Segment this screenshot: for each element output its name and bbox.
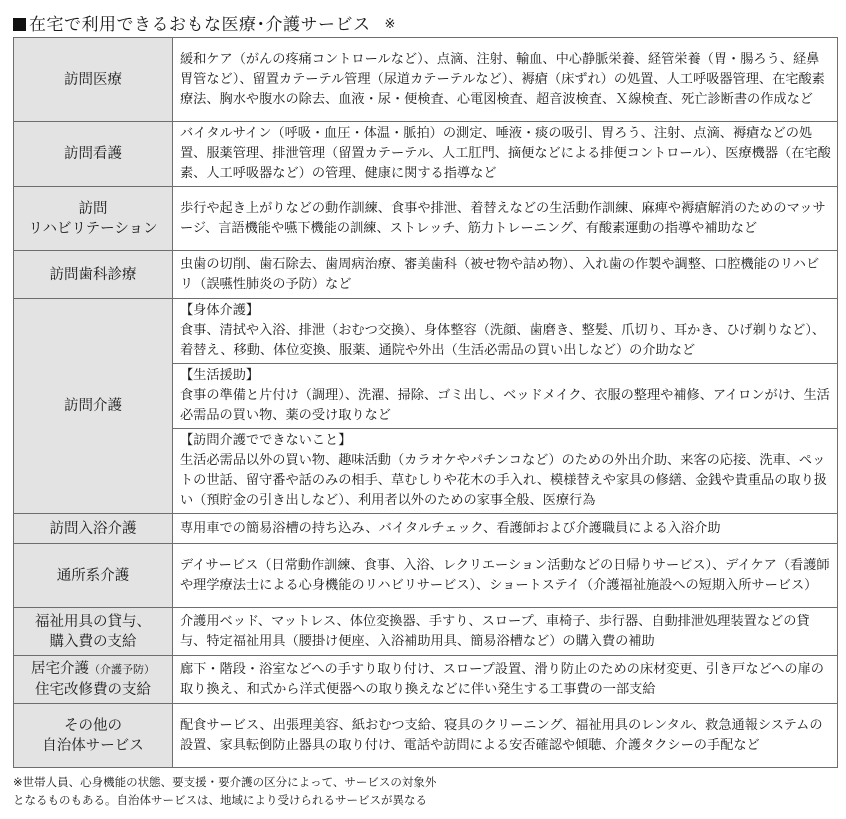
row-header — [14, 704, 173, 768]
subsection-heading: 【訪問介護でできないこと】 — [180, 433, 352, 448]
row-content: 配食サービス、出張理美容、紙おむつ支給、寝具のクリーニング、福祉用具のレンタル、救急通報システムの設置、家具転倒防止器具の取り付け、電話や訪問による安否確認や傾聴、介護タクシーの手配など — [173, 704, 838, 768]
table-row — [14, 38, 838, 122]
row-content: 緩和ケア（がんの疼痛コントロールなど）、点滴、注射、輸血、中心静脈栄養、経管栄養（胃・腸ろう、経鼻胃管など）、留置カテーテル管理（尿道カテーテルなど）、褥瘡（床ずれ）の処置、人工呼吸器管理、在宅酸素療法、胸水や腹水の除去、血液・尿・便検査、心電図検査、超音波検査、Ｘ線検査、死亡診断書の作成など — [173, 38, 838, 122]
row-header-line: その他の — [64, 717, 122, 734]
footnote-line: ※世帯人員、心身機能の状態、要支援・要介護の区分によって、サービスの対象外 — [13, 775, 437, 789]
subsection — [173, 299, 837, 364]
subsection-text: 食事、清拭や入浴、排泄（おむつ交換）、身体整容（洗顔、歯磨き、整髪、爪切り、耳かき、ひげ剃りなど）、着替え、移動、体位変換、服薬、通院や外出（生活必需品の買い出しなど）の介助など — [180, 323, 826, 358]
title-note-mark: ※ — [384, 17, 396, 32]
services-table — [13, 37, 838, 768]
row-content: 廊下・階段・浴室などへの手すり取り付け、スロープ設置、滑り防止のための床材変更、引き戸などへの扉の取り換え、和式から洋式便器への取り換えなどに伴い発生する工事費の一部支給 — [173, 656, 838, 704]
table-row — [14, 187, 838, 251]
row-header — [14, 656, 173, 704]
row-header-line: 訪問 — [78, 200, 108, 217]
subsection-text: 食事の準備と片付け（調理）、洗濯、掃除、ゴミ出し、ベッドメイク、衣服の整理や補修、アイロンがけ、生活必需品の買い物、薬の受け取りなど — [180, 388, 830, 423]
subsection — [173, 364, 837, 429]
square-bullet-icon — [13, 18, 26, 31]
row-content: バイタルサイン（呼吸・血圧・体温・脈拍）の測定、唾液・痰の吸引、胃ろう、注射、点滴、褥瘡などの処置、服薬管理、排泄管理（留置カテーテル、人工肛門、摘便などによる排便コントロール）、医療機器（在宅酸素、人工呼吸器など）の管理、健康に関する指導など — [173, 122, 838, 187]
row-header: 訪問看護 — [14, 122, 173, 187]
subsection-heading: 【生活援助】 — [180, 368, 260, 383]
row-content: デイサービス（日常動作訓練、食事、入浴、レクリエーション活動などの日帰りサービス）、デイケア（看護師や理学療法士による心身機能のリハビリサービス）、ショートステイ（介護福祉施設への短期入所サービス） — [173, 544, 838, 608]
table-row — [14, 514, 838, 544]
row-header: 訪問入浴介護 — [14, 514, 173, 544]
page-title — [13, 10, 396, 35]
table-row — [14, 251, 838, 299]
row-header-line: 購入費の支給 — [49, 633, 137, 650]
row-header: 訪問介護 — [14, 299, 173, 514]
table-row — [14, 704, 838, 768]
row-header-note: （介護予防） — [89, 663, 155, 676]
row-content: 歩行や起き上がりなどの動作訓練、食事や排泄、着替えなどの生活動作訓練、麻痺や褥瘡解消のためのマッサージ、言語機能や嚥下機能の訓練、ストレッチ、筋力トレーニング、有酸素運動の指導や補助など — [173, 187, 838, 251]
row-header-line: 自治体サービス — [42, 737, 144, 754]
table-row — [14, 299, 838, 514]
row-header-line: 福祉用具の貸与、 — [35, 613, 151, 630]
subsection-heading: 【身体介護】 — [180, 303, 260, 318]
table-row — [14, 656, 838, 704]
row-header-text: 居宅介護 — [31, 661, 89, 677]
table-row — [14, 544, 838, 608]
row-header — [14, 187, 173, 251]
row-header: 訪問医療 — [14, 38, 173, 122]
row-content — [173, 299, 838, 514]
row-content: 介護用ベッド、マットレス、体位変換器、手すり、スロープ、車椅子、歩行器、自動排泄処理装置などの貸与、特定福祉用具（腰掛け便座、入浴補助用具、簡易浴槽など）の購入費の補助 — [173, 608, 838, 656]
row-header — [14, 608, 173, 656]
row-header: 訪問歯科診療 — [14, 251, 173, 299]
subsection-text: 生活必需品以外の買い物、趣味活動（カラオケやパチンコなど）のための外出介助、来客の応接、洗車、ペットの世話、留守番や話のみの相手、草むしりや花木の手入れ、模様替えや家具の修繕、金銭や貴重品の取り扱い（預貯金の引き出しなど）、利用者以外のための家事全般、医療行為 — [180, 453, 827, 508]
row-header: 通所系介護 — [14, 544, 173, 608]
title-text: 在宅で利用できるおもな医療･介護サービス — [29, 15, 371, 35]
row-content: 専用車での簡易浴槽の持ち込み、バイタルチェック、看護師および介護職員による入浴介助 — [173, 514, 838, 544]
footnote-line: となるものもある。自治体サービスは、地域により受けられるサービスが異なる — [13, 793, 427, 807]
table-row — [14, 122, 838, 187]
table-row — [14, 608, 838, 656]
footnote — [13, 773, 833, 809]
row-header-line: 住宅改修費の支給 — [35, 682, 151, 698]
row-header-line: リハビリテーション — [28, 220, 158, 237]
row-header-line — [18, 659, 168, 680]
subsection — [173, 429, 837, 513]
row-content: 虫歯の切削、歯石除去、歯周病治療、審美歯科（被せ物や詰め物）、入れ歯の作製や調整、口腔機能のリハビリ（誤嚥性肺炎の予防）など — [173, 251, 838, 299]
